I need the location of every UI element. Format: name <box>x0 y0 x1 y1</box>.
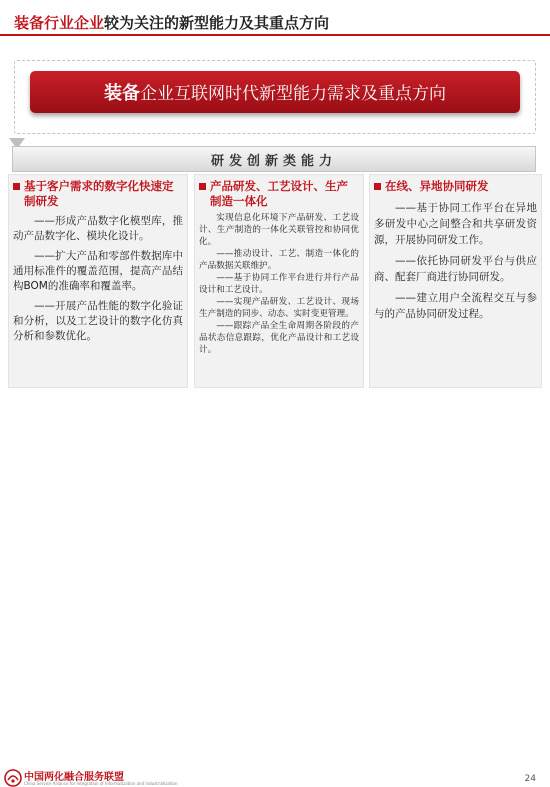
column-paragraph: ——基于协同工作平台在异地多研发中心之间整合和共享研发资源，开展协同研发工作。 <box>374 202 537 246</box>
column-rapid-customization <box>8 174 188 388</box>
page-title-highlight: 装备行业企业 <box>14 14 105 32</box>
column-paragraph: ——跟踪产品全生命周期各阶段的产品状态信息跟踪，优化产品设计和工艺设计。 <box>199 321 359 355</box>
column-integration <box>194 174 364 388</box>
footer-org-name: 中国两化融合服务联盟 <box>24 772 124 783</box>
title-divider <box>0 34 550 36</box>
column-heading-text: 基于客户需求的数字化快速定制研发 <box>24 179 174 208</box>
page-title <box>14 12 329 33</box>
column-collaborative-rd <box>369 174 542 388</box>
column-paragraph: ——形成产品数字化模型库，推动产品数字化、模块化设计。 <box>13 215 183 242</box>
banner-text <box>104 79 446 105</box>
banner-bold: 装备 <box>104 83 140 104</box>
square-bullet-icon <box>13 183 20 190</box>
column-heading-text: 产品研发、工艺设计、生产制造一体化 <box>210 179 348 208</box>
column-paragraph: ——扩大产品和零部件数据库中通用标准件的覆盖范围，提高产品结构BOM的准确率和覆盖率。 <box>13 250 183 292</box>
column-heading-text: 在线、异地协同研发 <box>385 179 489 193</box>
column-heading <box>374 179 537 194</box>
column-heading <box>199 179 359 209</box>
column-paragraph: ——实现产品研发、工艺设计、现场生产制造的同步、动态、实时变更管理。 <box>199 297 359 319</box>
page-title-rest: 较为关注的新型能力及其重点方向 <box>104 14 330 32</box>
section-label: 研发创新类能力 <box>210 153 337 169</box>
page-number: 24 <box>524 774 536 784</box>
column-paragraph: ——开展产品性能的数字化验证和分析，以及工艺设计的数字化仿真分析和参数优化。 <box>13 300 183 342</box>
title-bar <box>0 0 550 38</box>
banner-rest: 企业互联网时代新型能力需求及重点方向 <box>140 84 446 104</box>
section-label-bar <box>12 146 536 172</box>
column-paragraph: 实现信息化环境下产品研发、工艺设计、生产制造的一体化关联管控和协同优化。 <box>199 213 359 247</box>
column-paragraph: ——基于协同工作平台进行并行产品设计和工艺设计。 <box>199 273 359 295</box>
square-bullet-icon <box>374 183 381 190</box>
banner <box>30 71 520 113</box>
column-heading <box>13 179 183 209</box>
alliance-logo-icon <box>4 769 22 787</box>
column-paragraph: ——推动设计、工艺、制造一体化的产品数据关联维护。 <box>199 249 359 271</box>
footer-org-name-en: China Service Alliance for Integration of Informatization and Industrialization <box>24 781 178 786</box>
column-paragraph: ——依托协同研发平台与供应商、配套厂商进行协同研发。 <box>374 255 537 283</box>
footer <box>0 383 550 786</box>
square-bullet-icon <box>199 183 206 190</box>
column-paragraph: ——建立用户全流程交互与参与的产品协同研发过程。 <box>374 292 537 320</box>
